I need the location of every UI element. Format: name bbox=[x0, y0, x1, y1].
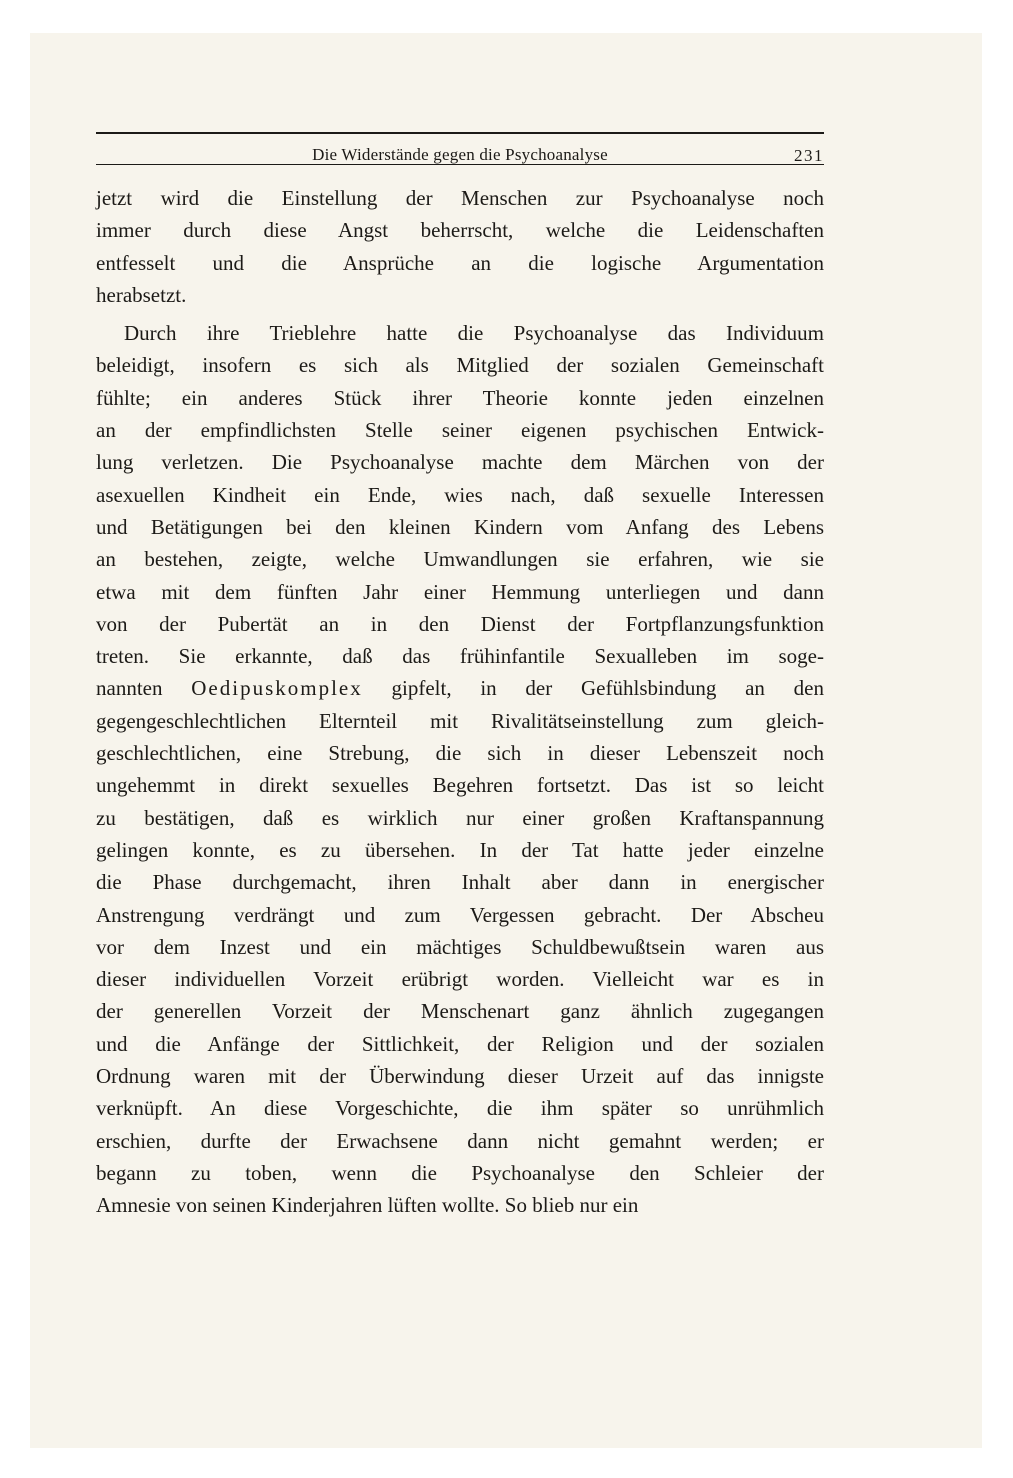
text-line: Ordnung waren mit der Überwindung dieser Urzeit auf das innigste bbox=[96, 1064, 824, 1089]
text-line: herabsetzt. bbox=[96, 282, 187, 307]
paragraph bbox=[96, 317, 824, 1221]
text-line: von der Pubertät an in den Dienst der Fortpflanzungsfunktion bbox=[96, 611, 824, 636]
text-line: etwa mit dem fünften Jahr einer Hemmung unterliegen und dann bbox=[96, 579, 824, 604]
text-line: zu bestätigen, daß es wirklich nur einer großen Kraftanspannung bbox=[96, 805, 824, 830]
text-line: der generellen Vorzeit der Menschenart ganz ähnlich zugegangen bbox=[96, 999, 824, 1024]
text-line: Anstrengung verdrängt und zum Vergessen gebracht. Der Abscheu bbox=[96, 902, 824, 927]
text-line: an bestehen, zeigte, welche Umwandlungen sie erfahren, wie sie bbox=[96, 547, 824, 572]
text-line: gelingen konnte, es zu übersehen. In der Tat hatte jeder einzelne bbox=[96, 837, 824, 862]
text-line: lung verletzen. Die Psychoanalyse machte dem Märchen von der bbox=[96, 450, 824, 475]
text-line: jetzt wird die Einstellung der Menschen zur Psychoanalyse noch bbox=[96, 186, 824, 210]
book-page bbox=[96, 132, 824, 1222]
text-line: gegengeschlechtlichen Elternteil mit Rivalitätseinstellung zum gleich- bbox=[96, 708, 824, 733]
text-line: und Betätigungen bei den kleinen Kindern vom Anfang des Lebens bbox=[96, 514, 824, 539]
body-text bbox=[96, 182, 824, 1222]
text-line: und die Anfänge der Sittlichkeit, der Religion und der sozialen bbox=[96, 1031, 824, 1056]
text-line: geschlechtlichen, eine Strebung, die sich in dieser Lebenszeit noch bbox=[96, 741, 824, 766]
text-line: erschien, durfte der Erwachsene dann nicht gemahnt werden; er bbox=[96, 1128, 824, 1153]
page-header bbox=[96, 134, 824, 164]
page-number: 231 bbox=[794, 146, 824, 165]
text-line: vor dem Inzest und ein mächtiges Schuldbewußtsein waren aus bbox=[96, 934, 824, 959]
text-line: begann zu toben, wenn die Psychoanalyse den Schleier der bbox=[96, 1160, 824, 1185]
text-line: entfesselt und die Ansprüche an die logische Argumentation bbox=[96, 250, 824, 275]
text-line: beleidigt, insofern es sich als Mitglied der sozialen Gemeinschaft bbox=[96, 353, 824, 378]
text-line: Durch ihre Trieblehre hatte die Psychoanalyse das Individuum bbox=[124, 321, 824, 346]
text-line: verknüpft. An diese Vorgeschichte, die ihm später so unrühmlich bbox=[96, 1096, 824, 1121]
text-line: an der empfindlichsten Stelle seiner eigenen psychischen Entwick- bbox=[96, 418, 824, 443]
spaced-emphasis: Oedipuskomplex bbox=[191, 676, 363, 701]
paragraph bbox=[96, 182, 824, 311]
text-line: fühlte; ein anderes Stück ihrer Theorie konnte jeden einzelnen bbox=[96, 385, 824, 410]
text-line: Amnesie von seinen Kinderjahren lüften wollte. So blieb nur ein bbox=[96, 1193, 639, 1218]
text-line: ungehemmt in direkt sexuelles Begehren fortsetzt. Das ist so leicht bbox=[96, 773, 824, 798]
text-line: die Phase durchgemacht, ihren Inhalt aber dann in energischer bbox=[96, 870, 824, 895]
text-line: dieser individuellen Vorzeit erübrigt worden. Vielleicht war es in bbox=[96, 967, 824, 992]
text-line: asexuellen Kindheit ein Ende, wies nach, daß sexuelle Interessen bbox=[96, 482, 824, 507]
text-line: nannten Oedipuskomplex gipfelt, in der Gefühlsbindung an den bbox=[96, 676, 824, 701]
running-head: Die Widerstände gegen die Psychoanalyse bbox=[312, 145, 608, 164]
text-line: treten. Sie erkannte, daß das frühinfantile Sexualleben im soge- bbox=[96, 644, 824, 669]
text-line: immer durch diese Angst beherrscht, welche die Leidenschaften bbox=[96, 218, 824, 243]
